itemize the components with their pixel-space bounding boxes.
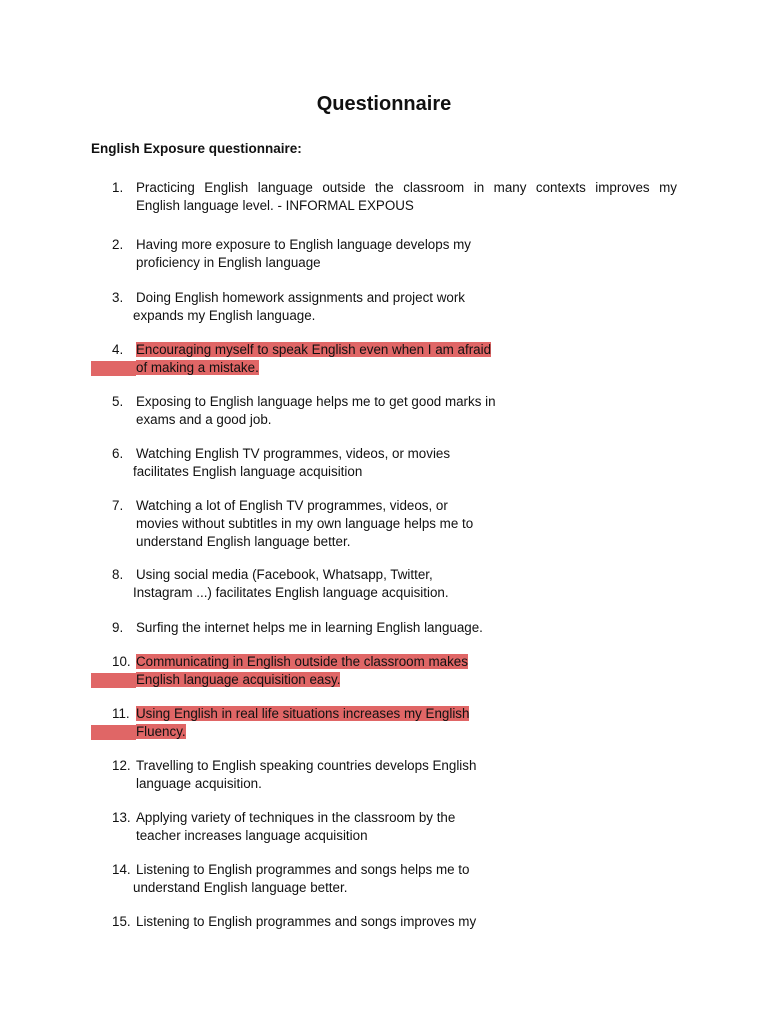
question-number: 1. [112,180,124,195]
highlight-lead [91,673,136,688]
question-text-line: facilitates English language acquisition [133,464,363,479]
question-number: 15. [112,914,131,929]
question-text-line: Travelling to English speaking countries develops English [136,758,477,773]
question-text-line: Listening to English programmes and songs helps me to [136,862,470,877]
highlight-lead [91,361,136,376]
question-text-line [136,341,491,359]
question-text-line: Having more exposure to English language develops my [136,237,471,252]
highlighted-text: Encouraging myself to speak English even when I am afraid [136,342,492,357]
question-number: 14. [112,862,131,877]
highlighted-text: of making a mistake. [136,360,259,375]
question-text-line: understand English language better. [136,534,351,549]
question-number: 12. [112,758,131,773]
question-text-line [136,653,468,671]
question-text-line: Practicing English language outside the classroom in many contexts improves my [136,180,677,195]
question-number: 10. [112,654,131,669]
highlight-lead [91,725,136,740]
question-text-line: Applying variety of techniques in the classroom by the [136,810,456,825]
highlighted-text: Fluency. [136,724,186,739]
question-text-line: understand English language better. [133,880,348,895]
question-text-line: exams and a good job. [136,412,272,427]
question-text-line: Surfing the internet helps me in learning English language. [136,620,483,635]
question-text-line: English language level. - INFORMAL EXPOUS [136,198,414,213]
question-number: 11. [112,706,130,721]
question-text-line: proficiency in English language [136,255,321,270]
question-text-line [136,359,259,377]
question-text-line: Instagram ...) facilitates English language acquisition. [133,585,449,600]
question-text-line: Watching a lot of English TV programmes, videos, or [136,498,448,513]
question-text-line: movies without subtitles in my own language helps me to [136,516,474,531]
question-text-line [136,723,186,741]
questionnaire-subtitle: English Exposure questionnaire: [91,141,302,156]
question-text-line: Using social media (Facebook, Whatsapp, Twitter, [136,567,433,582]
question-text-line: Doing English homework assignments and project work [136,290,465,305]
question-text-line: expands my English language. [133,308,316,323]
question-number: 4. [112,342,124,357]
question-text-line: teacher increases language acquisition [136,828,368,843]
question-number: 6. [112,446,124,461]
question-text-line [136,671,340,689]
question-number: 3. [112,290,124,305]
question-number: 7. [112,498,124,513]
question-text-line: Exposing to English language helps me to get good marks in [136,394,496,409]
question-text-line: language acquisition. [136,776,262,791]
question-number: 9. [112,620,124,635]
highlighted-text: English language acquisition easy. [136,672,341,687]
question-number: 2. [112,237,124,252]
question-number: 8. [112,567,124,582]
question-number: 13. [112,810,131,825]
page-title: Questionnaire [316,93,452,115]
highlighted-text: Communicating in English outside the classroom makes [136,654,468,669]
question-text-line: Watching English TV programmes, videos, or movies [136,446,451,461]
question-text-line [136,705,469,723]
highlighted-text: Using English in real life situations increases my English [136,706,470,721]
question-text-line: Listening to English programmes and songs improves my [136,914,477,929]
question-number: 5. [112,394,124,409]
